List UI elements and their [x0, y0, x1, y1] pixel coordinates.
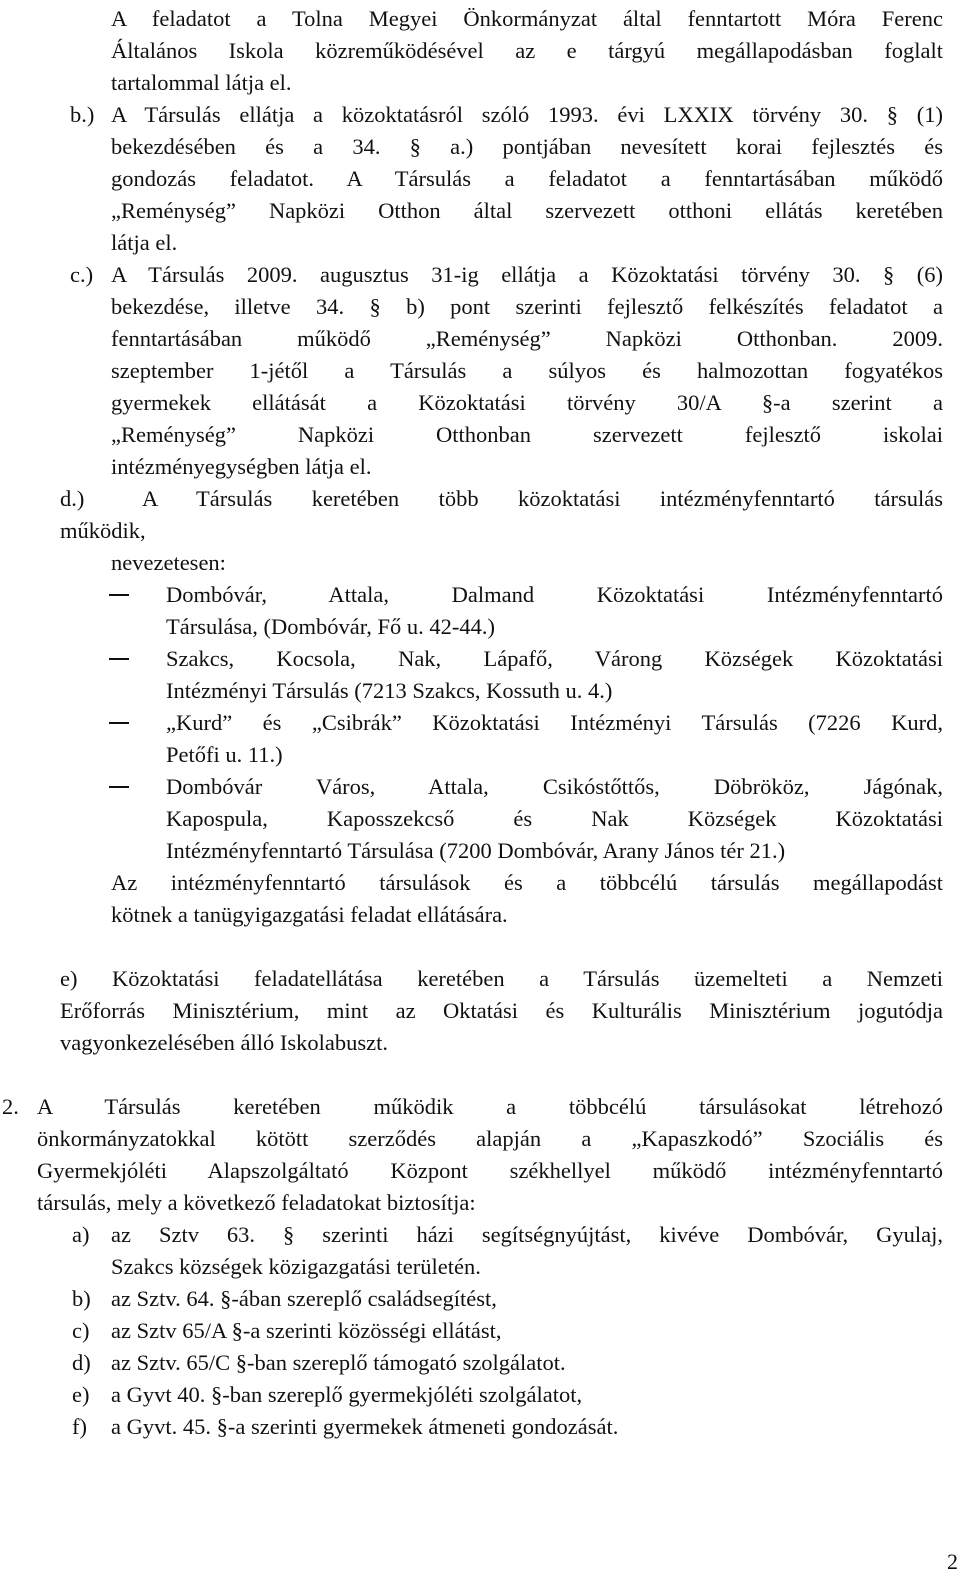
text-line: fenntartásában működő „Reménység” Napközi Otthonban. 2009. [111, 326, 943, 351]
item-label: c) [72, 1318, 90, 1343]
text-line: a Gyvt 40. §-ban szereplő gyermekjóléti szolgálatot, [111, 1382, 583, 1407]
item-label: d.) [60, 486, 85, 511]
text-line: Gyermekjóléti Alapszolgáltató Központ székhellyel működő intézményfenntartó [37, 1158, 943, 1183]
text-line: társulás, mely a következő feladatokat biztosítja: [37, 1190, 476, 1215]
text-line: Társulása, (Dombóvár, Fő u. 42-44.) [166, 614, 496, 639]
dash-icon [109, 594, 129, 596]
section-number: 2. [2, 1094, 19, 1119]
text-line: szeptember 1-jétől a Társulás a súlyos és halmozottan fogyatékos [111, 358, 943, 383]
text-line: gyermekek ellátását a Közoktatási törvény 30/A §-a szerint a [111, 390, 943, 415]
text-line: Az intézményfenntartó társulások és a többcélú társulás megállapodást [111, 870, 943, 895]
item-label: d) [72, 1350, 91, 1375]
text-line: tartalommal látja el. [111, 70, 292, 95]
text-line: A Társulás 2009. augusztus 31-ig ellátja a Közoktatási törvény 30. § (6) [111, 262, 943, 287]
text-line: Intézményi Társulás (7213 Szakcs, Kossuth u. 4.) [166, 678, 613, 703]
dash-icon [109, 722, 129, 724]
text-line: működik, [60, 518, 146, 543]
text-line: Dombóvár Város, Attala, Csikóstőttős, Döbrököz, Jágónak, [166, 774, 943, 799]
item-label: a) [72, 1222, 90, 1247]
text-line: bekezdésében és a 34. § a.) pontjában nevesített korai fejlesztés és [111, 134, 943, 159]
dash-icon [109, 658, 129, 660]
text-line: nevezetesen: [111, 550, 226, 575]
text-line: A feladatot a Tolna Megyei Önkormányzat által fenntartott Móra Ferenc [111, 6, 943, 31]
text-line: kötnek a tanügyigazgatási feladat ellátására. [111, 902, 508, 927]
text-line: Intézményfenntartó Társulása (7200 Dombóvár, Arany János tér 21.) [166, 838, 786, 863]
text-line: „Kurd” és „Csibrák” Közoktatási Intézményi Társulás (7226 Kurd, [166, 710, 943, 735]
item-label: c.) [70, 262, 94, 287]
text-line: A Társulás ellátja a közoktatásról szóló 1993. évi LXXIX törvény 30. § (1) [111, 102, 943, 127]
item-label: f) [72, 1414, 87, 1439]
dash-icon [109, 786, 129, 788]
text-line: „Reménység” Napközi Otthonban szervezett fejlesztő iskolai [111, 422, 943, 447]
text-line: Petőfi u. 11.) [166, 742, 283, 767]
item-label: b.) [70, 102, 95, 127]
text-line: „Reménység” Napközi Otthon által szervezett otthoni ellátás keretében [111, 198, 943, 223]
text-line: Szakcs községek közigazgatási területén. [111, 1254, 481, 1279]
text-line: Erőforrás Minisztérium, mint az Oktatási és Kulturális Minisztérium jogutódja [60, 998, 943, 1023]
text-line: az Sztv 65/A §-a szerinti közösségi ellátást, [111, 1318, 502, 1343]
item-label: b) [72, 1286, 91, 1311]
text-line: vagyonkezelésében álló Iskolabuszt. [60, 1030, 389, 1055]
text-line: bekezdése, illetve 34. § b) pont szerinti fejlesztő felkészítés feladatot a [111, 294, 943, 319]
text-line: Kapospula, Kaposszekcső és Nak Községek Közoktatási [166, 806, 943, 831]
text-line: az Sztv. 64. §-ában szereplő családsegítést, [111, 1286, 497, 1311]
text-line: intézményegységben látja el. [111, 454, 372, 479]
text-line: gondozás feladatot. A Társulás a feladatot a fenntartásában működő [111, 166, 943, 191]
text-line: Általános Iskola közreműködésével az e tárgyú megállapodásban foglalt [111, 38, 943, 63]
page-number: 2 [947, 1549, 958, 1574]
text-line: A Társulás keretében működik a többcélú társulásokat létrehozó [37, 1094, 943, 1119]
text-line: az Sztv 63. § szerinti házi segítségnyújtást, kivéve Dombóvár, Gyulaj, [111, 1222, 943, 1247]
item-label: e) [72, 1382, 90, 1407]
text-line: A Társulás keretében több közoktatási intézményfenntartó társulás [142, 486, 943, 511]
text-line: látja el. [111, 230, 178, 255]
text-line: Dombóvár, Attala, Dalmand Közoktatási Intézményfenntartó [166, 582, 943, 607]
text-line: a Gyvt. 45. §-a szerinti gyermekek átmeneti gondozását. [111, 1414, 619, 1439]
text-line: e) Közoktatási feladatellátása keretében a Társulás üzemelteti a Nemzeti [60, 966, 943, 991]
text-line: Szakcs, Kocsola, Nak, Lápafő, Várong Községek Közoktatási [166, 646, 943, 671]
text-line: az Sztv. 65/C §-ban szereplő támogató szolgálatot. [111, 1350, 566, 1375]
text-line: önkormányzatokkal kötött szerződés alapján a „Kapaszkodó” Szociális és [37, 1126, 943, 1151]
